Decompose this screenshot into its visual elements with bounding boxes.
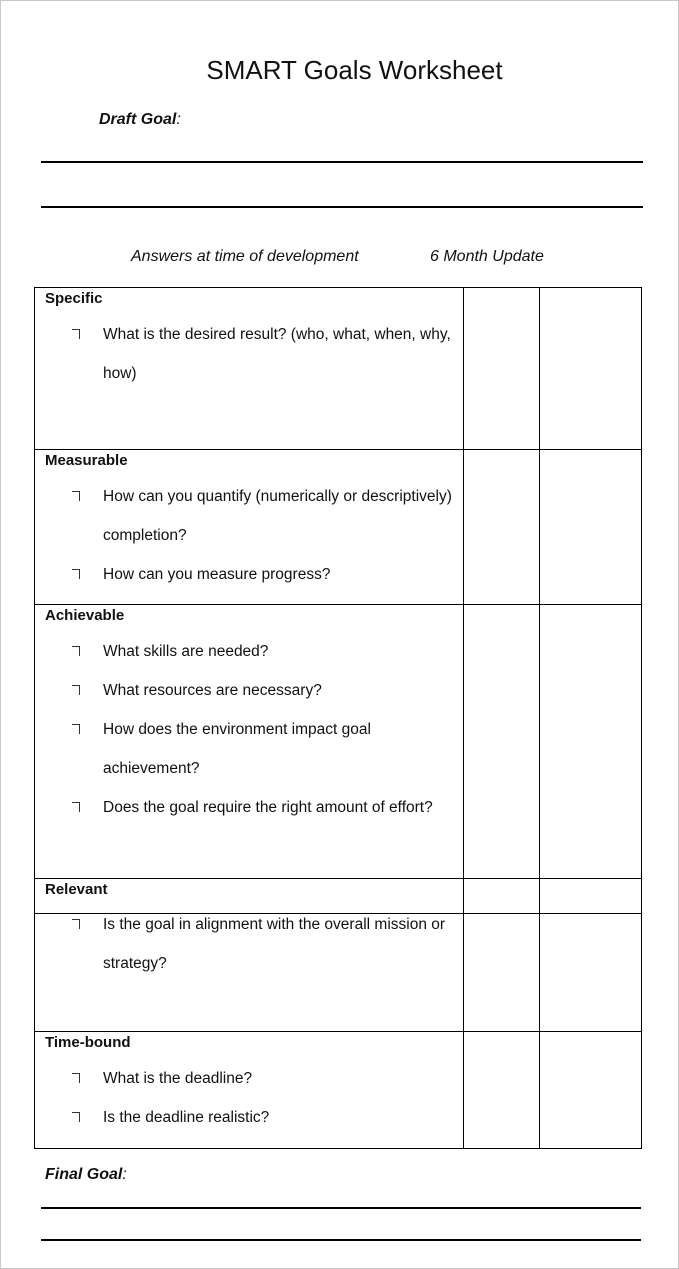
relevant-item-1 (35, 905, 463, 983)
answers-column-header: Answers at time of development (131, 248, 359, 265)
relevant-answer-cell[interactable] (464, 914, 540, 1032)
achievable-item-2 (35, 671, 463, 710)
achievable-item-3-text: How does the environment impact goal achievement? (103, 721, 371, 777)
checkbox-icon[interactable] (72, 569, 80, 579)
timebound-item-1 (35, 1059, 463, 1098)
draft-goal-label-text: Draft Goal (99, 111, 177, 128)
measurable-item-1-text: How can you quantify (numerically or descriptively) completion? (103, 488, 452, 544)
specific-title: Specific (45, 290, 103, 307)
smart-table (34, 287, 642, 1149)
achievable-answer-cell[interactable] (464, 605, 540, 879)
draft-goal-label (99, 111, 181, 129)
specific-answer-cell[interactable] (464, 288, 540, 450)
achievable-criteria-cell (35, 605, 464, 879)
measurable-row (35, 450, 642, 605)
measurable-update-cell[interactable] (540, 450, 642, 605)
specific-row (35, 288, 642, 450)
achievable-update-cell[interactable] (540, 605, 642, 879)
achievable-item-4-text: Does the goal require the right amount of effort? (103, 799, 433, 816)
draft-goal-colon: : (176, 111, 181, 128)
checkbox-icon[interactable] (72, 646, 80, 656)
achievable-row (35, 605, 642, 879)
checkbox-icon[interactable] (72, 1112, 80, 1122)
achievable-item-2-text: What resources are necessary? (103, 682, 322, 699)
relevant-title-answer-cell[interactable] (464, 879, 540, 914)
achievable-item-3 (35, 710, 463, 788)
achievable-title: Achievable (45, 607, 125, 624)
measurable-item-2 (35, 555, 463, 594)
checkbox-icon[interactable] (72, 1073, 80, 1083)
relevant-row (35, 914, 642, 1032)
checkbox-icon[interactable] (72, 329, 80, 339)
draft-goal-line-2[interactable] (41, 206, 643, 208)
measurable-title: Measurable (45, 452, 128, 469)
checkbox-icon[interactable] (72, 491, 80, 501)
specific-update-cell[interactable] (540, 288, 642, 450)
timebound-row (35, 1032, 642, 1149)
measurable-item-1 (35, 477, 463, 555)
timebound-title: Time-bound (45, 1034, 131, 1051)
measurable-criteria-cell (35, 450, 464, 605)
relevant-item-1-text: Is the goal in alignment with the overall mission or strategy? (103, 916, 446, 972)
relevant-criteria-cell (35, 914, 464, 1032)
relevant-title: Relevant (45, 881, 108, 898)
achievable-item-1-text: What skills are needed? (103, 643, 269, 660)
draft-goal-line-1[interactable] (41, 161, 643, 163)
achievable-item-4 (35, 788, 463, 827)
achievable-item-1 (35, 632, 463, 671)
relevant-title-update-cell[interactable] (540, 879, 642, 914)
measurable-item-2-text: How can you measure progress? (103, 566, 331, 583)
checkbox-icon[interactable] (72, 802, 80, 812)
timebound-item-2 (35, 1098, 463, 1137)
checkbox-icon[interactable] (72, 919, 80, 929)
final-goal-colon: : (122, 1166, 127, 1183)
final-goal-line-2[interactable] (41, 1239, 641, 1241)
checkbox-icon[interactable] (72, 685, 80, 695)
page-title: SMART Goals Worksheet (206, 55, 503, 85)
update-column-header: 6 Month Update (430, 248, 544, 265)
timebound-update-cell[interactable] (540, 1032, 642, 1149)
relevant-update-cell[interactable] (540, 914, 642, 1032)
final-goal-label-text: Final Goal (45, 1166, 123, 1183)
timebound-criteria-cell (35, 1032, 464, 1149)
specific-item-1 (35, 315, 463, 393)
final-goal-line-1[interactable] (41, 1207, 641, 1209)
specific-criteria-cell (35, 288, 464, 450)
timebound-item-2-text: Is the deadline realistic? (103, 1109, 270, 1126)
timebound-answer-cell[interactable] (464, 1032, 540, 1149)
final-goal-label (45, 1166, 127, 1184)
checkbox-icon[interactable] (72, 724, 80, 734)
measurable-answer-cell[interactable] (464, 450, 540, 605)
timebound-item-1-text: What is the deadline? (103, 1070, 253, 1087)
specific-item-1-text: What is the desired result? (who, what, when, why, how) (103, 326, 451, 382)
